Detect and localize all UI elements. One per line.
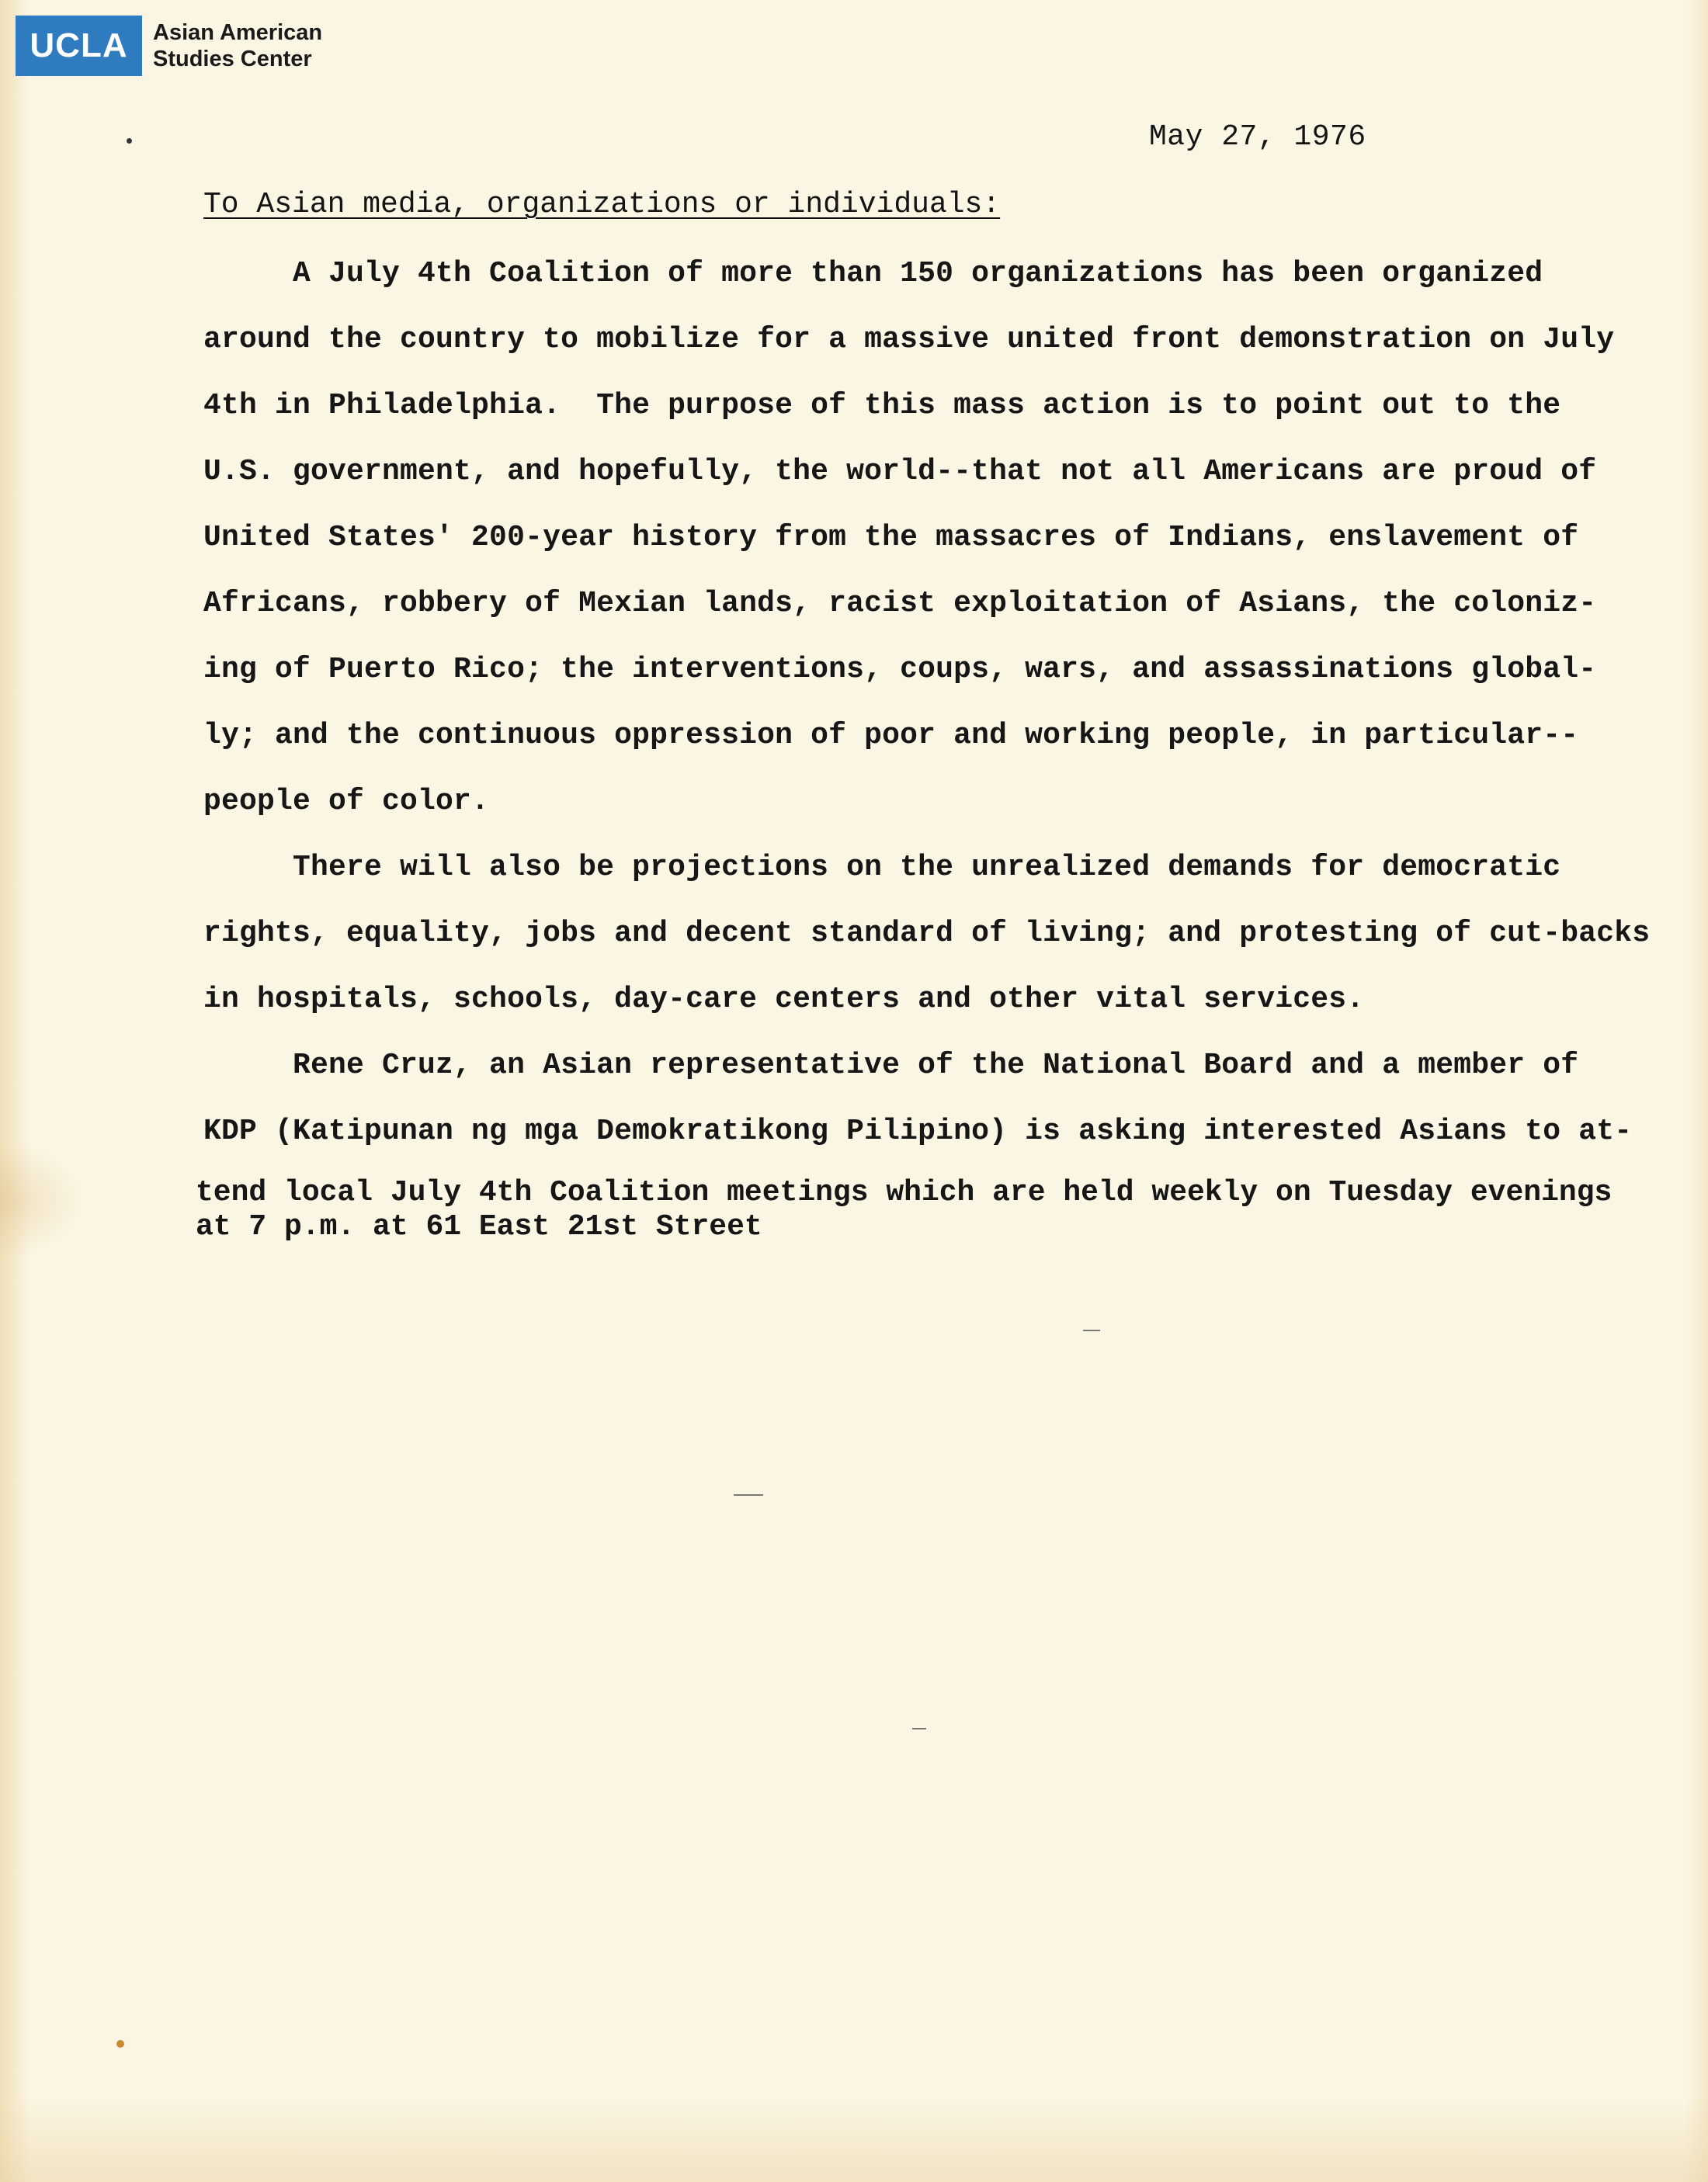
paragraph-line: U.S. government, and hopefully, the world--that not all Americans are proud of (203, 455, 1597, 488)
paragraph-line: rights, equality, jobs and decent standard of living; and protesting of cut-backs (203, 917, 1651, 950)
letter-salutation: To Asian media, organizations or individuals: (203, 188, 1001, 221)
paragraph-line: people of color. (203, 785, 490, 818)
logo-line-1: Asian American (153, 20, 323, 45)
paragraph-line: ly; and the continuous oppression of poor and working people, in particular-- (203, 719, 1579, 752)
paragraph-line: United States' 200-year history from the massacres of Indians, enslavement of (203, 521, 1579, 554)
stray-mark (1083, 1330, 1100, 1331)
logo-caption (153, 19, 322, 72)
paragraph-line: around the country to mobilize for a massive united front demonstration on July (203, 323, 1615, 356)
stray-mark (127, 138, 132, 144)
paragraph-line: tend local July 4th Coalition meetings which are held weekly on Tuesday evenings (196, 1176, 1613, 1209)
paragraph-3 (203, 1032, 1633, 1164)
paragraph-line: There will also be projections on the unrealized demands for democratic (203, 851, 1561, 884)
paragraph-closing (196, 1176, 1612, 1244)
paragraph-line: A July 4th Coalition of more than 150 organizations has been organized (203, 257, 1543, 290)
paragraph-line: 4th in Philadelphia. The purpose of this mass action is to point out to the (203, 389, 1561, 422)
paragraph-line: KDP (Katipunan ng mga Demokratikong Pilipino) is asking interested Asians to at- (203, 1115, 1633, 1148)
paragraph-2 (203, 834, 1651, 1032)
paragraph-1 (203, 241, 1615, 834)
paragraph-line: in hospitals, schools, day-care centers and other vital services. (203, 983, 1365, 1016)
stray-mark (116, 2040, 124, 2048)
ucla-aasc-logo (16, 16, 322, 76)
stray-mark (734, 1494, 763, 1496)
ucla-badge: UCLA (16, 16, 142, 76)
paragraph-line: at 7 p.m. at 61 East 21st Street (196, 1210, 762, 1244)
paragraph-line: Rene Cruz, an Asian representative of the National Board and a member of (203, 1049, 1579, 1082)
paragraph-line: ing of Puerto Rico; the interventions, coups, wars, and assassinations global- (203, 653, 1597, 686)
letter-date: May 27, 1976 (1149, 120, 1366, 154)
logo-line-2: Studies Center (153, 47, 312, 71)
stray-mark (912, 1728, 926, 1729)
paragraph-line: Africans, robbery of Mexian lands, racist exploitation of Asians, the coloniz- (203, 587, 1597, 620)
